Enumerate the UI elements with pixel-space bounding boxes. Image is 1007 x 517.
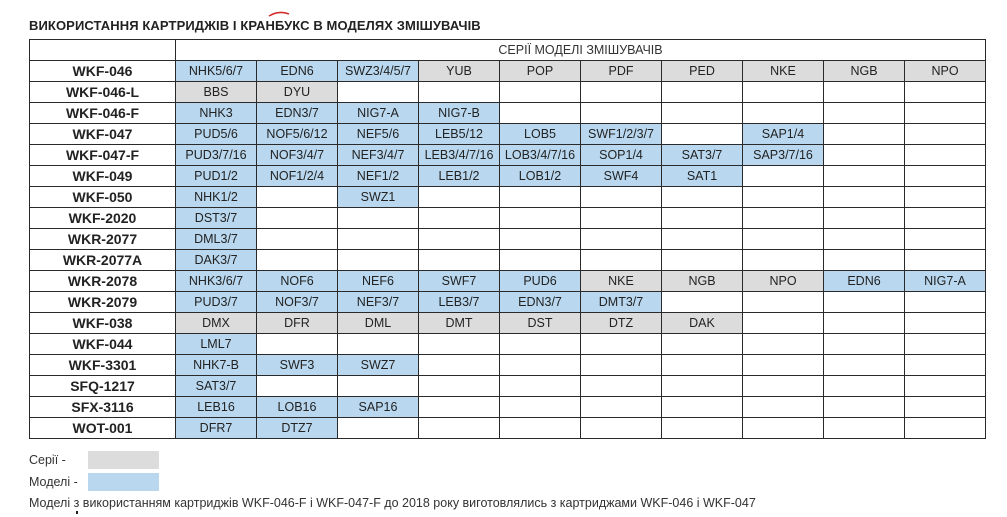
model-cell: NHK3/6/7 xyxy=(176,271,257,292)
empty-cell xyxy=(905,145,986,166)
empty-cell xyxy=(743,397,824,418)
empty-cell xyxy=(743,355,824,376)
model-cell: NEF5/6 xyxy=(338,124,419,145)
series-cell: DMT xyxy=(419,313,500,334)
model-cell: LEB16 xyxy=(176,397,257,418)
model-cell: LEB3/4/7/16 xyxy=(419,145,500,166)
legend-models-swatch xyxy=(88,473,159,491)
empty-cell xyxy=(662,82,743,103)
empty-cell xyxy=(419,397,500,418)
model-cell: NIG7-A xyxy=(338,103,419,124)
model-cell: SOP1/4 xyxy=(581,145,662,166)
model-cell: EDN3/7 xyxy=(257,103,338,124)
empty-cell xyxy=(905,418,986,439)
model-cell: EDN6 xyxy=(824,271,905,292)
empty-cell xyxy=(743,103,824,124)
series-cell: NGB xyxy=(662,271,743,292)
model-cell: DMT3/7 xyxy=(581,292,662,313)
model-name-cell: WKR-2079 xyxy=(30,292,176,313)
model-name-cell: WKF-046 xyxy=(30,61,176,82)
series-cell: DTZ xyxy=(581,313,662,334)
table-row xyxy=(30,355,986,376)
page-title: ВИКОРИСТАННЯ КАРТРИДЖІВ І КРАНБУКС В МОДЕЛЯХ ЗМІШУВАЧІВ xyxy=(29,18,481,33)
table-row xyxy=(30,292,986,313)
empty-cell xyxy=(824,187,905,208)
empty-cell xyxy=(581,250,662,271)
empty-cell xyxy=(824,418,905,439)
empty-cell xyxy=(824,355,905,376)
empty-cell xyxy=(419,376,500,397)
table-row xyxy=(30,313,986,334)
model-cell: SAP16 xyxy=(338,397,419,418)
empty-cell xyxy=(338,250,419,271)
empty-cell xyxy=(662,355,743,376)
empty-cell xyxy=(662,397,743,418)
empty-cell xyxy=(338,208,419,229)
empty-cell xyxy=(419,82,500,103)
model-name-cell: WKF-047-F xyxy=(30,145,176,166)
model-cell: PUD5/6 xyxy=(176,124,257,145)
model-cell: NEF1/2 xyxy=(338,166,419,187)
model-cell: NHK7-B xyxy=(176,355,257,376)
empty-cell xyxy=(581,376,662,397)
empty-cell xyxy=(743,82,824,103)
series-cell: BBS xyxy=(176,82,257,103)
model-cell: NIG7-B xyxy=(419,103,500,124)
empty-cell xyxy=(824,250,905,271)
empty-cell xyxy=(662,334,743,355)
model-name-cell: WKF-046-F xyxy=(30,103,176,124)
empty-cell xyxy=(824,313,905,334)
model-cell: SAT1 xyxy=(662,166,743,187)
empty-cell xyxy=(581,103,662,124)
model-name-cell: WOT-001 xyxy=(30,418,176,439)
empty-cell xyxy=(743,229,824,250)
model-name-cell: WKF-3301 xyxy=(30,355,176,376)
model-cell: LML7 xyxy=(176,334,257,355)
model-name-cell: WKF-046-L xyxy=(30,82,176,103)
legend-series-label: Серії - xyxy=(29,453,66,467)
empty-cell xyxy=(500,250,581,271)
model-name-cell: WKF-049 xyxy=(30,166,176,187)
empty-cell xyxy=(662,292,743,313)
empty-cell xyxy=(581,397,662,418)
series-cell: DMX xyxy=(176,313,257,334)
empty-cell xyxy=(905,103,986,124)
model-name-cell: SFQ-1217 xyxy=(30,376,176,397)
empty-cell xyxy=(581,208,662,229)
empty-cell xyxy=(581,355,662,376)
model-cell: NOF1/2/4 xyxy=(257,166,338,187)
empty-cell xyxy=(500,355,581,376)
legend-series xyxy=(29,451,66,469)
model-cell: LEB3/7 xyxy=(419,292,500,313)
empty-cell xyxy=(824,103,905,124)
empty-cell xyxy=(662,124,743,145)
empty-cell xyxy=(662,229,743,250)
series-cell: POP xyxy=(500,61,581,82)
model-cell: NHK3 xyxy=(176,103,257,124)
empty-cell xyxy=(257,334,338,355)
empty-cell xyxy=(905,250,986,271)
model-name-cell: WKF-2020 xyxy=(30,208,176,229)
model-cell: LOB5 xyxy=(500,124,581,145)
model-cell: LOB3/4/7/16 xyxy=(500,145,581,166)
model-cell: NOF5/6/12 xyxy=(257,124,338,145)
table-row xyxy=(30,418,986,439)
empty-cell xyxy=(662,187,743,208)
empty-cell xyxy=(257,187,338,208)
empty-cell xyxy=(662,208,743,229)
model-cell: NOF3/4/7 xyxy=(257,145,338,166)
empty-cell xyxy=(905,229,986,250)
empty-cell xyxy=(743,376,824,397)
model-name-cell: WKF-050 xyxy=(30,187,176,208)
empty-cell xyxy=(500,208,581,229)
empty-cell xyxy=(905,124,986,145)
table-row xyxy=(30,145,986,166)
empty-cell xyxy=(905,334,986,355)
empty-cell xyxy=(500,418,581,439)
empty-cell xyxy=(500,229,581,250)
model-cell: NEF6 xyxy=(338,271,419,292)
series-cell: NKE xyxy=(743,61,824,82)
series-cell: NGB xyxy=(824,61,905,82)
model-cell: DFR7 xyxy=(176,418,257,439)
header-corner xyxy=(30,40,176,61)
empty-cell xyxy=(338,334,419,355)
series-cell: DML xyxy=(338,313,419,334)
empty-cell xyxy=(824,145,905,166)
empty-cell xyxy=(743,166,824,187)
empty-cell xyxy=(500,187,581,208)
series-cell: DYU xyxy=(257,82,338,103)
empty-cell xyxy=(905,292,986,313)
table-row xyxy=(30,103,986,124)
empty-cell xyxy=(824,334,905,355)
empty-cell xyxy=(905,376,986,397)
empty-cell xyxy=(338,82,419,103)
empty-cell xyxy=(419,229,500,250)
footnote: Моделі з використанням картриджів WKF-046-F і WKF-047-F до 2018 року виготовлялись з картриджами WKF-046 і WKF-047 xyxy=(29,496,756,510)
empty-cell xyxy=(824,82,905,103)
table-row xyxy=(30,187,986,208)
table-row xyxy=(30,250,986,271)
model-cell: NOF6 xyxy=(257,271,338,292)
empty-cell xyxy=(743,313,824,334)
model-cell: SWF3 xyxy=(257,355,338,376)
model-cell: PUD6 xyxy=(500,271,581,292)
empty-cell xyxy=(905,166,986,187)
table-row xyxy=(30,376,986,397)
empty-cell xyxy=(419,334,500,355)
empty-cell xyxy=(824,124,905,145)
empty-cell xyxy=(338,229,419,250)
empty-cell xyxy=(743,250,824,271)
model-cell: SWZ7 xyxy=(338,355,419,376)
empty-cell xyxy=(905,187,986,208)
model-cell: NOF3/7 xyxy=(257,292,338,313)
empty-cell xyxy=(905,82,986,103)
legend-models-label: Моделі - xyxy=(29,475,78,489)
legend-models xyxy=(29,473,78,491)
empty-cell xyxy=(824,397,905,418)
empty-cell xyxy=(743,208,824,229)
model-cell: NEF3/7 xyxy=(338,292,419,313)
empty-cell xyxy=(338,418,419,439)
empty-cell xyxy=(419,418,500,439)
cartridge-table xyxy=(29,39,986,439)
model-cell: DAK3/7 xyxy=(176,250,257,271)
model-cell: NHK5/6/7 xyxy=(176,61,257,82)
table-row xyxy=(30,229,986,250)
model-name-cell: WKR-2078 xyxy=(30,271,176,292)
model-cell: SAP3/7/16 xyxy=(743,145,824,166)
model-name-cell: SFX-3116 xyxy=(30,397,176,418)
empty-cell xyxy=(257,208,338,229)
model-cell: SWF4 xyxy=(581,166,662,187)
model-cell: NHK1/2 xyxy=(176,187,257,208)
model-cell: EDN3/7 xyxy=(500,292,581,313)
model-cell: LOB16 xyxy=(257,397,338,418)
empty-cell xyxy=(662,376,743,397)
model-name-cell: WKF-038 xyxy=(30,313,176,334)
empty-cell xyxy=(500,82,581,103)
model-cell: LEB1/2 xyxy=(419,166,500,187)
table-row xyxy=(30,61,986,82)
empty-cell xyxy=(419,208,500,229)
table-row xyxy=(30,334,986,355)
empty-cell xyxy=(662,418,743,439)
series-cell: NPO xyxy=(905,61,986,82)
empty-cell xyxy=(581,82,662,103)
model-cell: SAT3/7 xyxy=(662,145,743,166)
empty-cell xyxy=(581,229,662,250)
empty-cell xyxy=(419,355,500,376)
empty-cell xyxy=(257,250,338,271)
series-cell: DFR xyxy=(257,313,338,334)
empty-cell xyxy=(581,418,662,439)
empty-cell xyxy=(824,229,905,250)
model-name-cell: WKF-044 xyxy=(30,334,176,355)
empty-cell xyxy=(581,187,662,208)
empty-cell xyxy=(824,376,905,397)
series-cell: NKE xyxy=(581,271,662,292)
model-name-cell: WKR-2077 xyxy=(30,229,176,250)
model-name-cell: WKF-047 xyxy=(30,124,176,145)
model-cell: SAP1/4 xyxy=(743,124,824,145)
model-cell: LEB5/12 xyxy=(419,124,500,145)
empty-cell xyxy=(338,376,419,397)
model-cell: SWZ3/4/5/7 xyxy=(338,61,419,82)
empty-cell xyxy=(905,397,986,418)
empty-cell xyxy=(581,334,662,355)
empty-cell xyxy=(743,292,824,313)
red-mark-icon xyxy=(268,10,290,18)
empty-cell xyxy=(743,334,824,355)
table-row xyxy=(30,124,986,145)
empty-cell xyxy=(743,418,824,439)
series-cell: DAK xyxy=(662,313,743,334)
series-cell: NPO xyxy=(743,271,824,292)
model-cell: DST3/7 xyxy=(176,208,257,229)
empty-cell xyxy=(824,292,905,313)
model-cell: SWZ1 xyxy=(338,187,419,208)
model-cell: LOB1/2 xyxy=(500,166,581,187)
model-cell: SWF1/2/3/7 xyxy=(581,124,662,145)
empty-cell xyxy=(662,103,743,124)
empty-cell xyxy=(905,313,986,334)
model-cell: PUD1/2 xyxy=(176,166,257,187)
series-header: СЕРІЇ МОДЕЛІ ЗМІШУВАЧІВ xyxy=(176,40,986,61)
table-row xyxy=(30,82,986,103)
empty-cell xyxy=(743,187,824,208)
model-name-cell: WKR-2077A xyxy=(30,250,176,271)
model-cell: EDN6 xyxy=(257,61,338,82)
empty-cell xyxy=(500,376,581,397)
empty-cell xyxy=(905,355,986,376)
empty-cell xyxy=(500,103,581,124)
model-cell: SAT3/7 xyxy=(176,376,257,397)
legend-series-swatch xyxy=(88,451,159,469)
table-row xyxy=(30,208,986,229)
model-cell: SWF7 xyxy=(419,271,500,292)
empty-cell xyxy=(419,250,500,271)
table-row xyxy=(30,166,986,187)
header-row xyxy=(30,40,986,61)
empty-cell xyxy=(662,250,743,271)
table-row xyxy=(30,397,986,418)
empty-cell xyxy=(500,397,581,418)
model-cell: PUD3/7/16 xyxy=(176,145,257,166)
empty-cell xyxy=(419,187,500,208)
series-cell: DST xyxy=(500,313,581,334)
empty-cell xyxy=(500,334,581,355)
empty-cell xyxy=(905,208,986,229)
model-cell: DTZ7 xyxy=(257,418,338,439)
series-cell: PED xyxy=(662,61,743,82)
series-cell: YUB xyxy=(419,61,500,82)
table-body xyxy=(30,61,986,439)
empty-cell xyxy=(257,229,338,250)
model-cell: PUD3/7 xyxy=(176,292,257,313)
empty-cell xyxy=(824,208,905,229)
empty-cell xyxy=(824,166,905,187)
table-row xyxy=(30,271,986,292)
model-cell: NIG7-A xyxy=(905,271,986,292)
model-cell: DML3/7 xyxy=(176,229,257,250)
model-cell: NEF3/4/7 xyxy=(338,145,419,166)
empty-cell xyxy=(257,376,338,397)
dot-mark xyxy=(76,511,78,514)
series-cell: PDF xyxy=(581,61,662,82)
